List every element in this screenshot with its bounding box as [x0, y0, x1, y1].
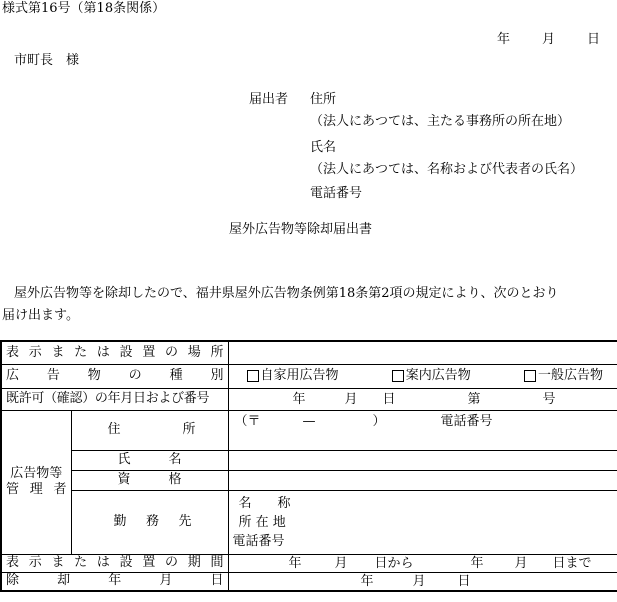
manager-qualification-label — [76, 472, 224, 488]
row-manager-qualification — [1, 470, 617, 490]
manager-name-label-cell — [71, 450, 228, 470]
row-removal-date — [1, 572, 617, 591]
label-char: 別 — [210, 368, 224, 384]
label-char: 日 — [210, 573, 224, 589]
label-char: 所 — [210, 344, 224, 360]
label-char: 勤 — [113, 514, 127, 530]
location-label-cell — [1, 341, 228, 364]
label-char: 氏 — [117, 452, 131, 468]
label-char: 先 — [178, 514, 192, 530]
applicant-name-label: 氏名 — [310, 140, 337, 155]
label-char: 務 — [145, 514, 159, 530]
addressee: 市町長 様 — [14, 53, 80, 68]
option-guide[interactable]: 案内広告物 — [392, 368, 471, 384]
location-value[interactable] — [228, 341, 617, 364]
manager-workplace-label — [76, 514, 224, 530]
removal-value[interactable]: 年 月 日 — [228, 572, 617, 591]
label-char: 種 — [169, 368, 183, 384]
label-char: 却 — [57, 573, 71, 589]
row-location — [1, 341, 617, 364]
label-char: 告 — [46, 368, 60, 384]
manager-address-label — [76, 422, 224, 438]
form-number: 様式第16号（第18条関係） — [2, 1, 166, 16]
permit-value[interactable]: 年 月 日 第 号 — [228, 388, 617, 410]
manager-workplace-label-cell — [71, 490, 228, 554]
label-char: 示 — [28, 555, 42, 571]
label-char: ま — [51, 344, 65, 360]
period-label — [6, 555, 224, 571]
label-char: 年 — [108, 573, 122, 589]
applicant-address-label: 住所 — [310, 92, 337, 107]
manager-address-value[interactable]: （〒 — ） 電話番号 — [228, 410, 617, 450]
label-char: 場 — [187, 344, 201, 360]
checkbox-guide[interactable] — [392, 370, 404, 382]
type-options-cell — [228, 364, 617, 388]
type-label — [6, 368, 224, 384]
label-char: 設 — [119, 344, 133, 360]
label-char: 管 — [6, 482, 20, 497]
label-char: 理 — [29, 482, 43, 497]
row-permit — [1, 388, 617, 410]
label-char: の — [165, 555, 179, 571]
option-general[interactable]: 一般広告物 — [524, 368, 603, 384]
label-char: 表 — [6, 555, 20, 571]
label-char: 除 — [6, 573, 20, 589]
type-label-cell — [1, 364, 228, 388]
body-line-2: 届け出ます。 — [2, 308, 79, 323]
row-period — [1, 554, 617, 572]
period-label-cell — [1, 554, 228, 572]
body-line-1: 屋外広告物等を除却したので、福井県屋外広告物条例第18条第2項の規定により、次のとおり — [14, 286, 559, 301]
manager-label: 広告物等 管 理 者 — [1, 410, 71, 554]
label-char: は — [96, 555, 110, 571]
label-char: 所 — [182, 422, 196, 438]
label-char: は — [96, 344, 110, 360]
label-char: た — [74, 344, 88, 360]
permit-label: 既許可（確認）の年月日および番号 — [1, 388, 228, 410]
label-char: 者 — [53, 482, 67, 497]
date-line: 年 月 日 — [497, 32, 603, 47]
manager-name-label — [76, 452, 224, 468]
removal-label-cell — [1, 572, 228, 591]
location-label — [6, 345, 224, 361]
label-char: 置 — [142, 555, 156, 571]
label-char: 設 — [119, 555, 133, 571]
label-char: の — [165, 344, 179, 360]
manager-address-label-cell — [71, 410, 228, 450]
manager-label-2 — [4, 482, 69, 498]
label-char: 期 — [187, 555, 201, 571]
manager-qualification-value[interactable] — [228, 470, 617, 490]
label-char: 名 — [168, 452, 182, 468]
applicant-phone-label: 電話番号 — [310, 186, 363, 201]
label-char: 広 — [6, 368, 20, 384]
row-type — [1, 364, 617, 388]
label-char: の — [128, 368, 142, 384]
manager-workplace-value[interactable]: 名 称 所 在 地 電話番号 — [228, 490, 617, 554]
label-char: 月 — [159, 573, 173, 589]
removal-label — [6, 573, 224, 589]
option-private[interactable]: 自家用広告物 — [247, 368, 339, 384]
applicant-address-note: （法人にあつては、主たる事務所の所在地） — [310, 114, 571, 129]
label-char: 間 — [210, 555, 224, 571]
label-char: ま — [51, 555, 65, 571]
label-char: た — [74, 555, 88, 571]
label-char: 住 — [107, 422, 121, 438]
checkbox-general[interactable] — [524, 370, 536, 382]
label-char: 示 — [28, 344, 42, 360]
document-title: 屋外広告物等除却届出書 — [229, 222, 373, 237]
label-char: 格 — [168, 472, 182, 488]
manager-name-value[interactable] — [228, 450, 617, 470]
row-manager-address — [1, 410, 617, 450]
label-char: 置 — [142, 344, 156, 360]
row-manager-name — [1, 450, 617, 470]
label-char: 物 — [87, 368, 101, 384]
label-char: 資 — [117, 472, 131, 488]
applicant-name-note: （法人にあつては、名称および代表者の氏名） — [310, 162, 584, 177]
form-table — [0, 340, 617, 592]
period-value[interactable]: 年 月 日から 年 月 日まで — [228, 554, 617, 572]
row-manager-workplace — [1, 490, 617, 554]
applicant-label: 届出者 — [249, 92, 289, 107]
checkbox-private[interactable] — [247, 370, 259, 382]
manager-qualification-label-cell — [71, 470, 228, 490]
label-char: 表 — [6, 344, 20, 360]
